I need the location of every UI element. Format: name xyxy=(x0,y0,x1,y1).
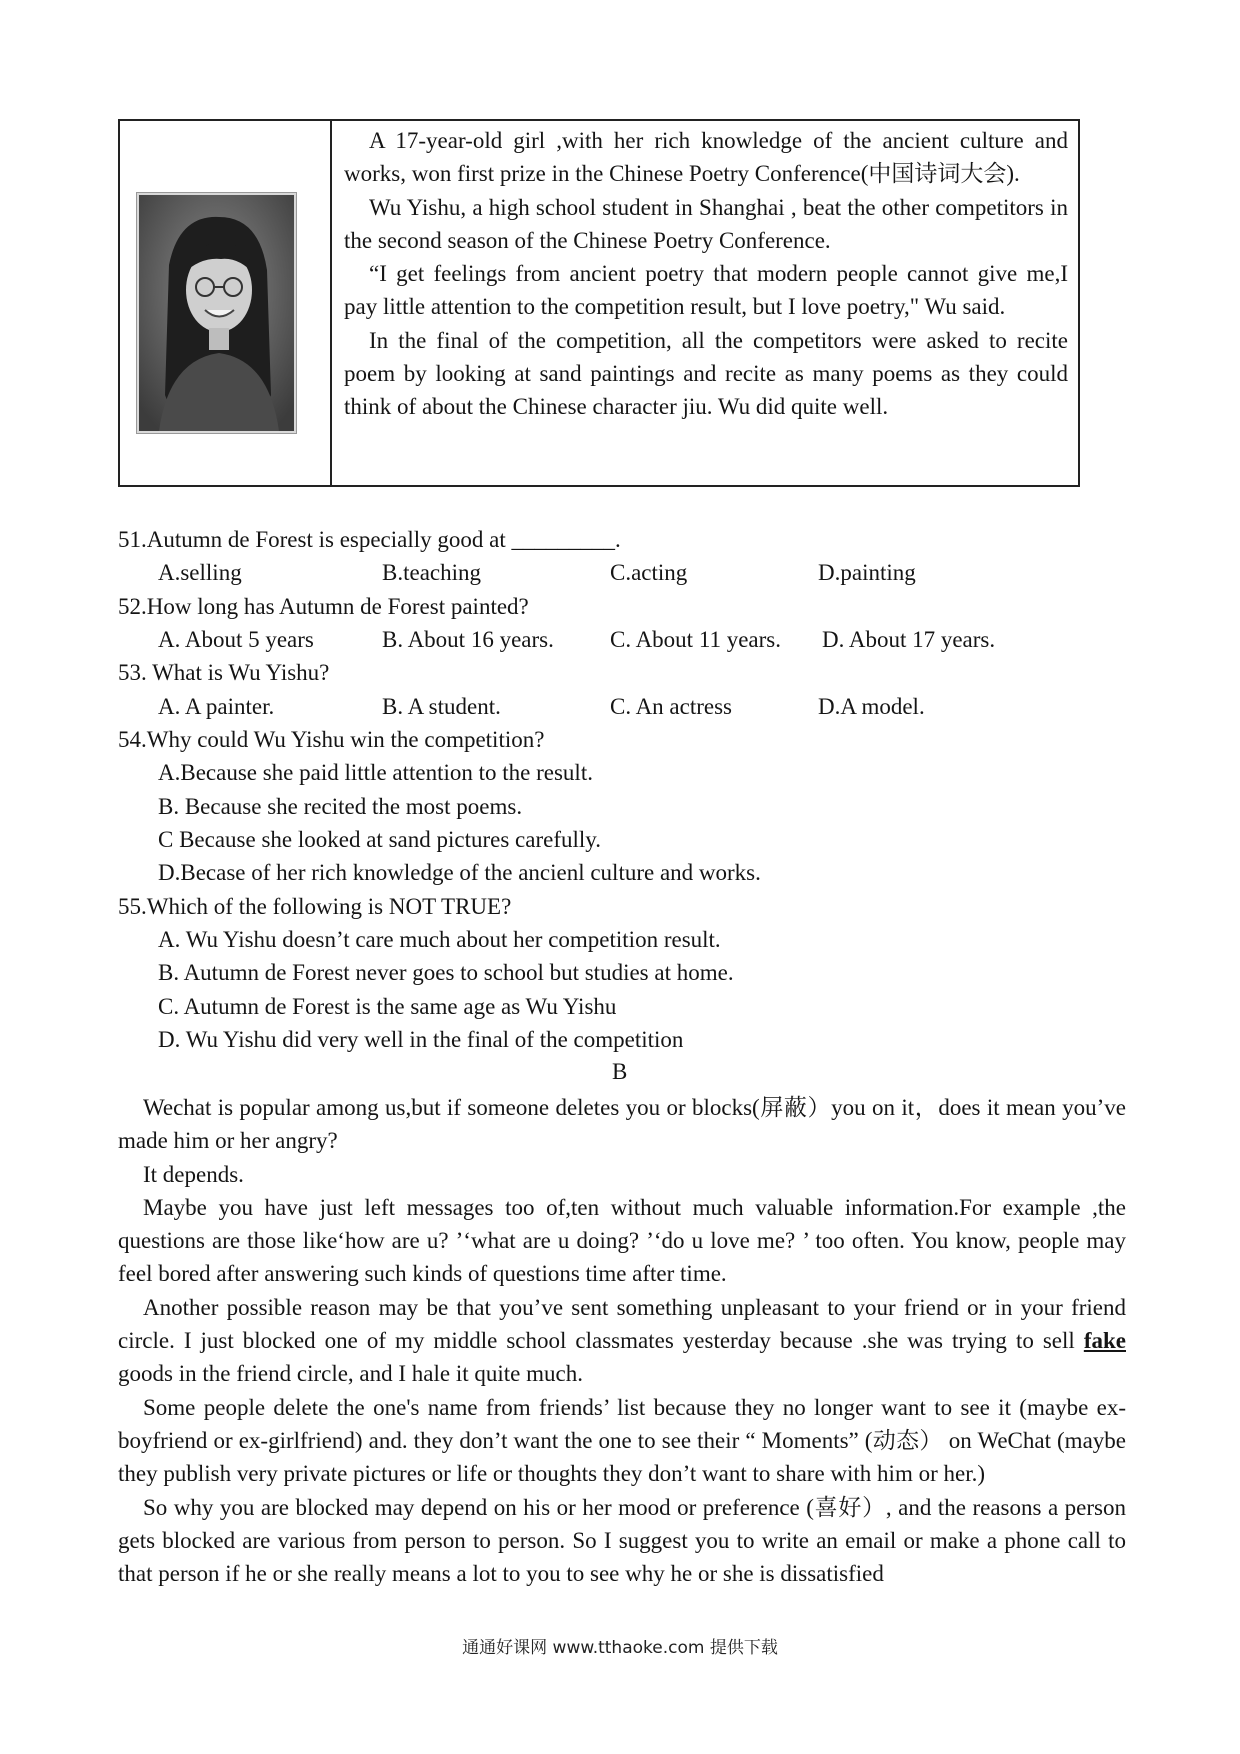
question-option: A. A painter. xyxy=(158,694,275,719)
passage-paragraph: It depends. xyxy=(143,1161,244,1187)
question-option: B. About 16 years. xyxy=(382,627,554,652)
question-option: B. Because she recited the most poems. xyxy=(158,794,523,819)
question-option: B. Autumn de Forest never goes to school but studies at home. xyxy=(158,960,734,985)
question-option: D. Wu Yishu did very well in the final of the competition xyxy=(158,1027,684,1052)
passage-paragraph xyxy=(118,1291,1126,1391)
box-paragraph: A 17-year-old girl ,with her rich knowledge of the ancient culture and works, won first prize in the Chinese Poetry Conference(中国诗词大会). xyxy=(344,128,1068,187)
question-option: C. An actress xyxy=(610,694,733,719)
passage-paragraph: Some people delete the one's name from friends’ list because they no longer want to see it (maybe ex-boyfriend or ex-girlfriend) and. they don’t want the one to see their “ Moments” (动态） on WeChat (maybe they publish very private pictures or life or thoughts they don’t want to share with him or her.) xyxy=(118,1394,1126,1487)
passage-box xyxy=(118,119,1080,487)
photo-cell xyxy=(120,121,332,485)
question-option: A.Because she paid little attention to the result. xyxy=(158,760,593,785)
box-paragraph: “I get feelings from ancient poetry that modern people cannot give me,I pay little attention to the competition result, but I love poetry," Wu said. xyxy=(344,261,1068,320)
question-option: C. Autumn de Forest is the same age as Wu Yishu xyxy=(158,994,617,1019)
question-stem: 53. What is Wu Yishu? xyxy=(118,660,330,685)
box-paragraph: Wu Yishu, a high school student in Shanghai , beat the other competitors in the second season of the Chinese Poetry Conference. xyxy=(344,194,1068,253)
underlined-word: fake xyxy=(1083,1328,1126,1354)
question-option: B. A student. xyxy=(382,694,501,719)
portrait-photo xyxy=(137,193,296,433)
page-footer: 通通好课网 www.tthaoke.com 提供下载 xyxy=(462,1638,778,1658)
question-option: A.selling xyxy=(158,560,242,585)
question-option: A. About 5 years xyxy=(158,627,314,652)
question-option: B.teaching xyxy=(382,560,481,585)
question-option: D.Becase of her rich knowledge of the ancienl culture and works. xyxy=(158,860,761,885)
box-paragraph: In the final of the competition, all the competitors were asked to recite poem by looking at sand paintings and recite as many poems as they could think of about the Chinese character jiu. Wu did quite well. xyxy=(344,327,1068,420)
portrait-illustration xyxy=(139,195,294,431)
passage-paragraph: So why you are blocked may depend on his or her mood or preference (喜好）, and the reasons a person gets blocked are various from person to person. So I suggest you to write an email or make a phone call to that person if he or she really means a lot to you to see why he or she is dissatisfied xyxy=(118,1494,1126,1587)
passage-b xyxy=(118,1091,1126,1590)
question-option: D.painting xyxy=(818,560,916,585)
section-heading: B xyxy=(612,1059,628,1084)
box-passage-text xyxy=(332,121,1078,485)
passage-paragraph: Maybe you have just left messages too of,ten without much valuable information.For example ,the questions are those like‘how are u? ’‘what are u doing? ’‘do u love me? ’ too often. You know, people may feel bored after answering such kinds of questions time after time. xyxy=(118,1194,1126,1287)
question-option: A. Wu Yishu doesn’t care much about her competition result. xyxy=(158,927,721,952)
question-option: C.acting xyxy=(610,560,688,585)
question-option: C. About 11 years. xyxy=(610,627,781,652)
passage-text: goods in the friend circle, and I hale it quite much. xyxy=(118,1361,583,1387)
question-option: C Because she looked at sand pictures carefully. xyxy=(158,827,602,852)
passage-text: Another possible reason may be that you’ve sent something unpleasant to your friend or in your friend circle. I just blocked one of my middle school classmates yesterday because .she was trying to sell xyxy=(118,1294,1126,1354)
question-option: D. About 17 years. xyxy=(822,627,996,652)
question-option: D.A model. xyxy=(818,694,925,719)
passage-paragraph: Wechat is popular among us,but if someone deletes you or blocks(屏蔽）you on it，does it mean you’ve made him or her angry? xyxy=(118,1095,1126,1154)
question-stem: 55.Which of the following is NOT TRUE? xyxy=(118,894,512,919)
question-stem: 52.How long has Autumn de Forest painted? xyxy=(118,594,529,619)
question-stem: 51.Autumn de Forest is especially good at _________. xyxy=(118,527,621,552)
question-stem: 54.Why could Wu Yishu win the competition? xyxy=(118,727,545,752)
